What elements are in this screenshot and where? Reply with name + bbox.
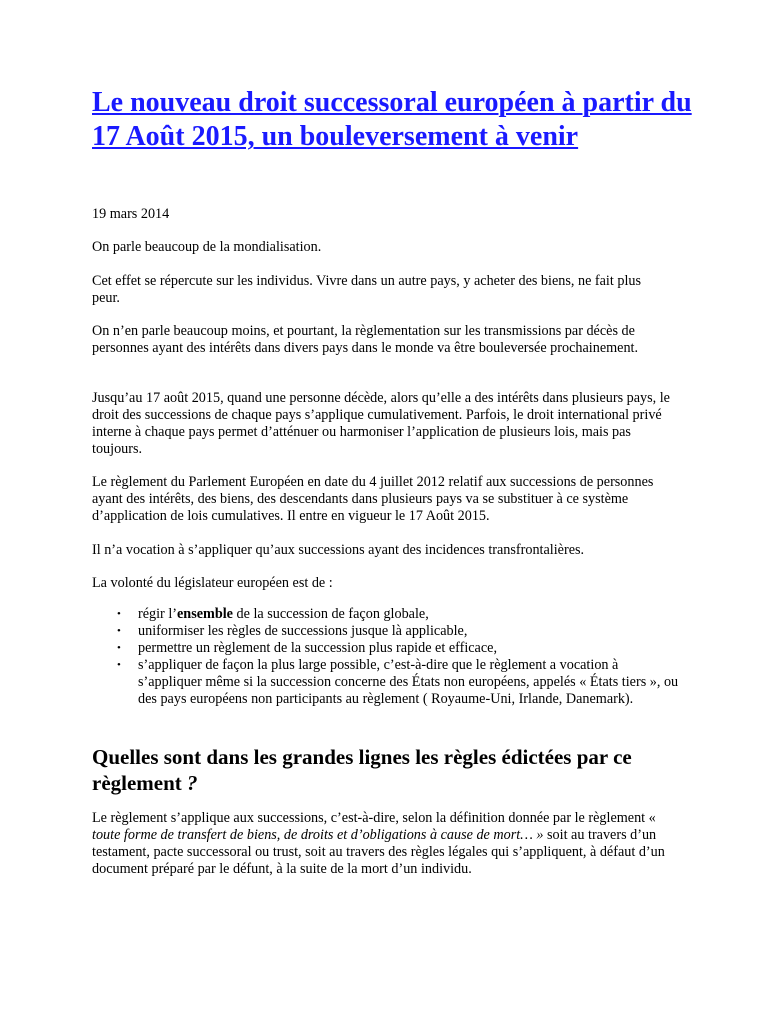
paragraph-8-quote: toute forme de transfert de biens, de droits et d’obligations à cause de mort… »	[92, 827, 544, 843]
paragraph-5: Le règlement du Parlement Européen en date du 4 juillet 2012 relatif aux successions de personnes ayant des intérêts, des biens, des descendants dans plusieurs pays va se substituer à ce système d’application de lois cumulatives. Il entre en vigueur le 17 Août 2015.	[92, 474, 654, 524]
bullet-icon: •	[117, 659, 121, 671]
section-heading-italic: ?	[187, 771, 198, 795]
paragraph-8-before: Le règlement s’applique aux successions, c’est-à-dire, selon la définition donnée par le règlement «	[92, 810, 656, 826]
paragraph-8-after: soit au travers d’un testament, pacte successoral ou trust, soit au travers des règles légales qui s’appliquent, à défaut d’un document préparé par le défunt, à la suite de la mort d’un individu.	[92, 827, 665, 877]
list-item	[92, 657, 682, 708]
bullet-text-before: régir l’	[138, 606, 177, 622]
paragraph-6: Il n’a vocation à s’appliquer qu’aux successions ayant des incidences transfrontalières.	[92, 542, 585, 558]
bullet-text-after: de la succession de façon globale,	[232, 606, 429, 622]
bullet-icon: •	[117, 625, 121, 637]
paragraph-3: On n’en parle beaucoup moins, et pourtant, la règlementation sur les transmissions par décès de personnes ayant des intérêts dans divers pays dans le monde va être bouleversée prochainement.	[92, 323, 639, 356]
paragraph-2: Cet effet se répercute sur les individus. Vivre dans un autre pays, y acheter des biens, ne fait plus peur.	[92, 273, 642, 306]
bullet-list	[92, 606, 682, 708]
article-title-link[interactable]: Le nouveau droit successoral européen à partir du 17 Août 2015, un bouleversement à venir	[92, 87, 692, 152]
paragraph-1: On parle beaucoup de la mondialisation.	[92, 239, 322, 255]
section-heading-text: Quelles sont dans les grandes lignes les règles édictées par ce règlement	[92, 745, 632, 795]
bullet-text: s’appliquer de façon la plus large possible, c’est-à-dire que le règlement a vocation à s’appliquer même si la succession concerne des États non européens, appelés « États tiers », ou des pays européens non participants au règlement ( Royaume-Uni, Irlande, Danemark).	[138, 657, 679, 707]
list-item	[92, 606, 682, 623]
paragraph-8	[92, 810, 672, 878]
bullet-text-bold: ensemble	[177, 606, 233, 622]
paragraph-4: Jusqu’au 17 août 2015, quand une personne décède, alors qu’elle a des intérêts dans plusieurs pays, le droit des successions de chaque pays s’applique cumulativement. Parfois, le droit international privé interne à chaque pays permet d’atténuer ou harmoniser l’application de plusieurs lois, mais pas toujours.	[92, 390, 670, 457]
bullet-icon: •	[117, 642, 121, 654]
bullet-icon: •	[117, 608, 121, 620]
paragraph-7: La volonté du législateur européen est de :	[92, 575, 333, 591]
section-heading	[92, 744, 692, 796]
bullet-text: permettre un règlement de la succession plus rapide et efficace,	[138, 640, 497, 656]
list-item	[92, 640, 682, 657]
article-date: 19 mars 2014	[92, 206, 170, 222]
bullet-text: uniformiser les règles de successions jusque là applicable,	[138, 623, 468, 639]
list-item	[92, 623, 682, 640]
